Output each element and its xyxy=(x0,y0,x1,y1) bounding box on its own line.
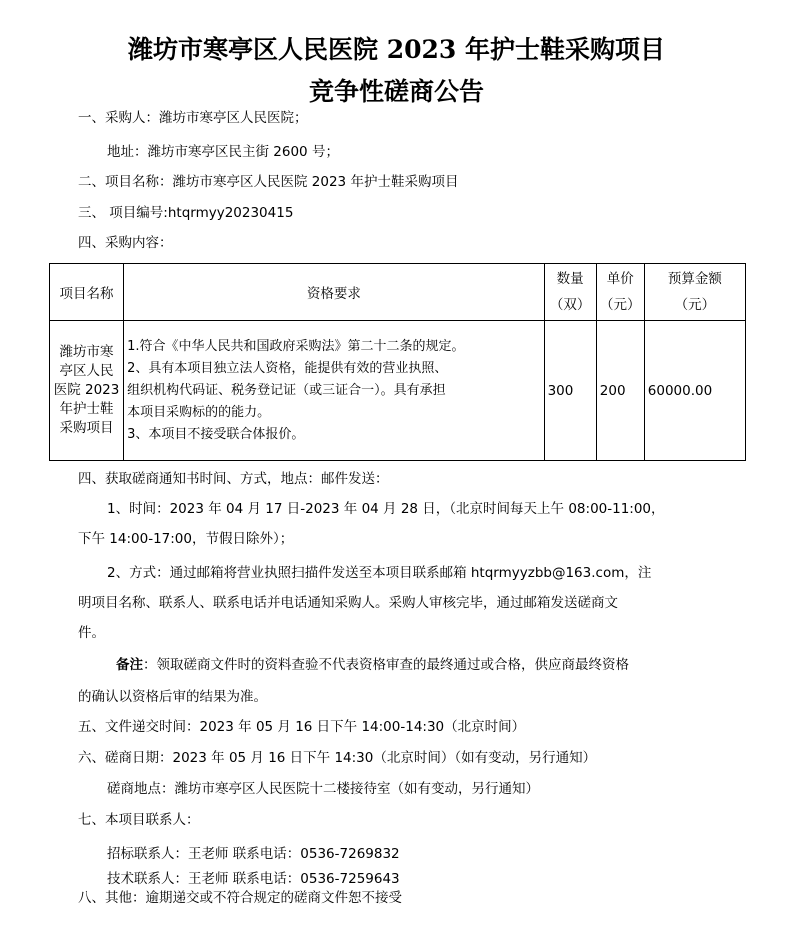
time-line-2: 下午 14:00-17:00，节假日除外）； xyxy=(78,531,294,547)
other-line: 八、其他：逾期递交或不符合规定的磋商文件恕不接受 xyxy=(78,890,402,906)
negotiation-date-line: 六、磋商日期：2023 年 05 月 16 日下午 14:30（北京时间）（如有变动，另行通知） xyxy=(78,750,597,766)
bid-contact-line: 招标联系人：王老师 联系电话：0536-7269832 xyxy=(107,846,400,862)
requirement-line: 组织机构代码证、税务登记证（或三证合一）。具有承担 xyxy=(127,382,446,398)
header-quantity-label: 数量 xyxy=(556,271,584,287)
method-line-2: 明项目名称、联系人、联系电话并电话通知采购人。采购人审核完毕，通过邮箱发送磋商文 xyxy=(78,595,618,611)
title-line-2: 竞争性磋商公告 xyxy=(308,77,484,106)
note-line-1 xyxy=(116,656,629,674)
header-quantity-unit: （双） xyxy=(549,297,591,313)
header-requirements: 资格要求 xyxy=(124,264,545,321)
cell-project-name-line: 年护士鞋 xyxy=(59,401,114,417)
header-unit-price-unit: （元） xyxy=(600,297,641,313)
requirement-line: 1.符合《中华人民共和国政府采购法》第二十二条的规定。 xyxy=(127,338,465,354)
cell-quantity: 300 xyxy=(544,321,596,461)
cell-project-name-line: 亭区人民 xyxy=(59,363,114,379)
address-line: 地址：潍坊市寒亭区民主街 2600 号； xyxy=(107,144,339,160)
cell-requirements xyxy=(124,321,545,461)
cell-budget: 60000.00 xyxy=(644,321,745,461)
table-header-row xyxy=(50,264,746,321)
cell-project-name-line: 采购项目 xyxy=(59,420,114,436)
requirement-line: 2、具有本项目独立法人资格，能提供有效的营业执照、 xyxy=(127,360,448,376)
header-budget xyxy=(644,264,745,321)
negotiation-place-line: 磋商地点：潍坊市寒亭区人民医院十二楼接待室（如有变动，另行通知） xyxy=(107,781,539,797)
cell-project-name-line: 潍坊市寒 xyxy=(59,344,114,360)
note-label: 备注 xyxy=(116,657,143,673)
purchaser-line: 一、采购人：潍坊市寒亭区人民医院； xyxy=(78,110,308,126)
acquisition-heading: 四、获取磋商通知书时间、方式，地点：邮件发送： xyxy=(78,471,389,487)
requirement-line: 本项目采购标的的能力。 xyxy=(127,404,271,420)
contacts-heading: 七、本项目联系人： xyxy=(78,812,200,828)
title-line-1: 潍坊市寒亭区人民医院 2023 年护士鞋采购项目 xyxy=(128,35,665,64)
header-quantity xyxy=(544,264,596,321)
project-name-line: 二、项目名称：潍坊市寒亭区人民医院 2023 年护士鞋采购项目 xyxy=(78,174,459,190)
cell-unit-price: 200 xyxy=(596,321,644,461)
tech-contact-line: 技术联系人：王老师 联系电话：0536-7259643 xyxy=(107,871,400,887)
content-heading: 四、采购内容： xyxy=(78,235,173,251)
method-line-3: 件。 xyxy=(78,625,105,641)
time-line-1: 1、时间：2023 年 04 月 17 日-2023 年 04 月 28 日，（北京时间每天上午 08:00-11:00， xyxy=(107,501,665,517)
header-project-name: 项目名称 xyxy=(50,264,124,321)
project-number-line: 三、 项目编号:htqrmyy20230415 xyxy=(78,205,294,221)
cell-project-name-line: 医院 2023 xyxy=(53,382,120,398)
requirement-line: 3、本项目不接受联合体报价。 xyxy=(127,426,305,442)
header-budget-label: 预算金额 xyxy=(667,271,722,287)
cell-project-name xyxy=(50,321,124,461)
table-row xyxy=(50,321,746,461)
note-line-2: 的确认以资格后审的结果为准。 xyxy=(78,689,267,705)
header-budget-unit: （元） xyxy=(674,297,716,313)
header-unit-price-label: 单价 xyxy=(606,271,634,287)
submission-time-line: 五、文件递交时间：2023 年 05 月 16 日下午 14:00-14:30（北京时间） xyxy=(78,719,526,735)
note-text: ：领取磋商文件时的资料查验不代表资格审查的最终通过或合格，供应商最终资格 xyxy=(143,657,629,673)
method-line-1: 2、方式：通过邮箱将营业执照扫描件发送至本项目联系邮箱 htqrmyyzbb@163.com，注 xyxy=(107,565,652,581)
procurement-table xyxy=(49,263,746,461)
header-unit-price xyxy=(596,264,644,321)
